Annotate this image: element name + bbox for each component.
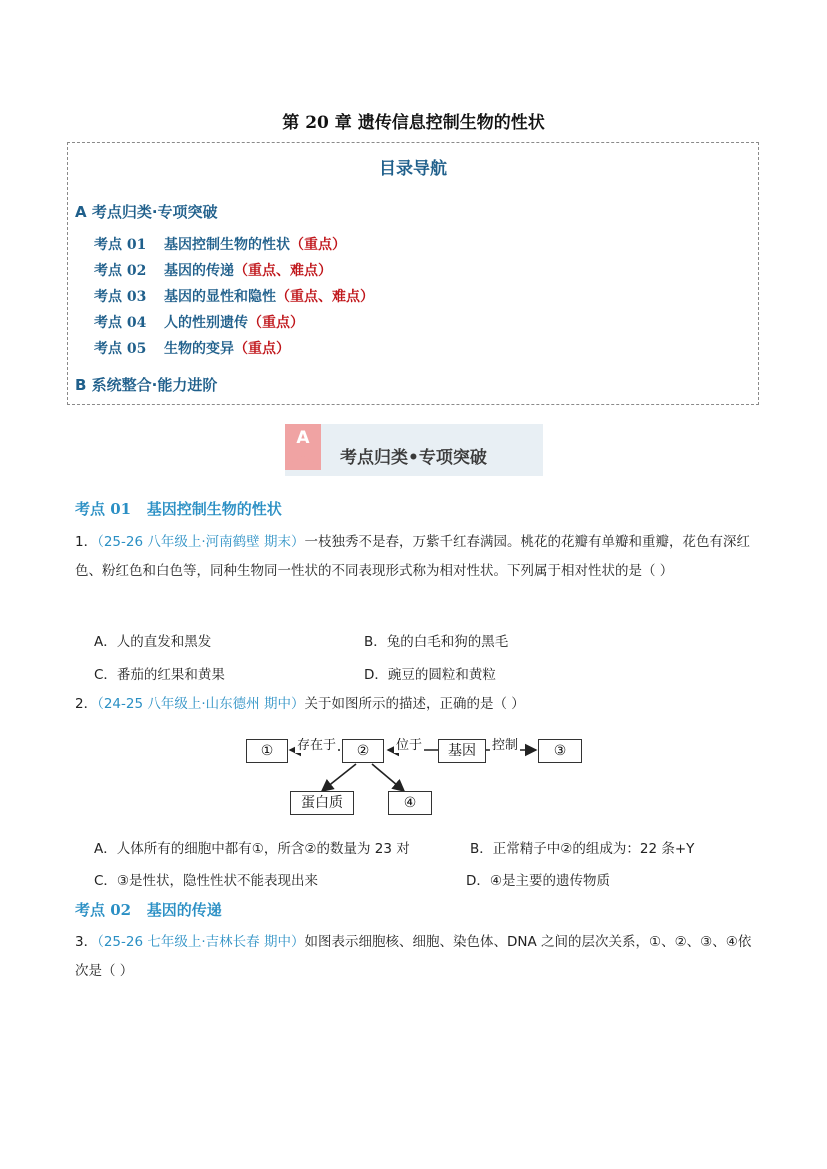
question-source: （25-26 七年级上·吉林长春 期中） <box>97 934 305 950</box>
kp-code: 考点 02 <box>75 901 132 919</box>
toc-item-name: 基因控制生物的性状 <box>164 237 290 253</box>
question-source: （24-25 八年级上·山东德州 期中） <box>97 696 305 712</box>
question-2 <box>75 690 755 719</box>
diagram-box-3: ③ <box>538 739 582 763</box>
question-text: 关于如图所示的描述，正确的是（ ） <box>304 696 525 712</box>
toc-item-tag: （重点） <box>248 315 304 331</box>
q2-option-d[interactable]: D．④是主要的遗传物质 <box>466 873 610 889</box>
toc-item-tag: （重点、难点） <box>276 289 374 305</box>
toc-item-name: 基因的传递 <box>164 263 234 279</box>
toc-section-b[interactable]: B 系统整合·能力进阶 <box>75 376 218 394</box>
kp-name: 基因的传递 <box>146 901 222 919</box>
toc-item-name: 基因的显性和隐性 <box>164 289 276 305</box>
toc-item-name: 生物的变异 <box>164 341 234 357</box>
question-text: 一枝独秀不是春，万紫千红春满园。桃花的花瓣有单瓣和重瓣，花色有深红色、粉红色和白色等，同种生物同一性状的不同表现形式称为相对性状。下列属于相对性状的是（ ） <box>75 534 750 579</box>
toc-item-name: 人的性别遗传 <box>164 315 248 331</box>
diagram-label-control: 控制 <box>490 734 520 753</box>
kp-code: 考点 01 <box>75 500 132 518</box>
diagram-label-located: 位于 <box>394 734 424 753</box>
q2-option-c[interactable]: C．③是性状，隐性性状不能表现出来 <box>94 873 319 889</box>
diagram-box-protein: 蛋白质 <box>290 791 354 815</box>
page-title: 第 20 章 遗传信息控制生物的性状 <box>282 113 545 133</box>
toc-item-1[interactable] <box>94 234 346 254</box>
q1-option-a[interactable]: A．人的直发和黑发 <box>94 634 212 650</box>
toc-heading: 目录导航 <box>379 159 447 179</box>
q1-option-b[interactable]: B．兔的白毛和狗的黑毛 <box>364 634 509 650</box>
question-number: 3． <box>75 934 98 950</box>
diagram-box-2: ② <box>342 739 384 763</box>
toc-item-code: 考点 01 <box>94 237 147 253</box>
banner-letter: A <box>296 428 310 448</box>
arrow-four <box>372 764 404 791</box>
toc-item-code: 考点 02 <box>94 263 147 279</box>
toc-item-tag: （重点） <box>290 237 346 253</box>
toc-item-tag: （重点） <box>234 341 290 357</box>
toc-item-code: 考点 03 <box>94 289 147 305</box>
banner-badge-tail <box>285 456 321 466</box>
question-number: 2． <box>75 696 98 712</box>
toc-item-5[interactable] <box>94 338 290 358</box>
toc-section-a[interactable]: A 考点归类·专项突破 <box>75 203 218 221</box>
arrow-protein <box>322 764 356 791</box>
diagram-box-1: ① <box>246 739 288 763</box>
question-source: （25-26 八年级上·河南鹤壁 期末） <box>97 534 305 550</box>
toc-item-code: 考点 04 <box>94 315 147 331</box>
toc-item-3[interactable] <box>94 286 374 306</box>
question-3 <box>75 928 755 986</box>
diagram-box-gene: 基因 <box>438 739 486 763</box>
q1-option-c[interactable]: C．番茄的红果和黄果 <box>94 667 225 683</box>
kp-name: 基因控制生物的性状 <box>146 500 282 518</box>
question-text: 如图表示细胞核、细胞、染色体、DNA 之间的层次关系，①、②、③、④依次是（ ） <box>75 934 752 979</box>
q1-option-d[interactable]: D．豌豆的圆粒和黄粒 <box>364 667 496 683</box>
toc-item-code: 考点 05 <box>94 341 147 357</box>
kp-heading-1 <box>75 498 282 519</box>
toc-item-4[interactable] <box>94 312 304 332</box>
q2-option-a[interactable]: A．人体所有的细胞中都有①，所含②的数量为 23 对 <box>94 841 410 857</box>
question-1 <box>75 528 755 586</box>
banner-text: 考点归类•专项突破 <box>340 448 487 468</box>
kp-heading-2 <box>75 899 222 920</box>
diagram-label-exist: 存在于 <box>295 734 338 753</box>
toc-item-tag: （重点、难点） <box>234 263 332 279</box>
q2-option-b[interactable]: B．正常精子中②的组成为：22 条+Y <box>470 841 695 857</box>
toc-item-2[interactable] <box>94 260 332 280</box>
question-number: 1． <box>75 534 98 550</box>
diagram-box-4: ④ <box>388 791 432 815</box>
